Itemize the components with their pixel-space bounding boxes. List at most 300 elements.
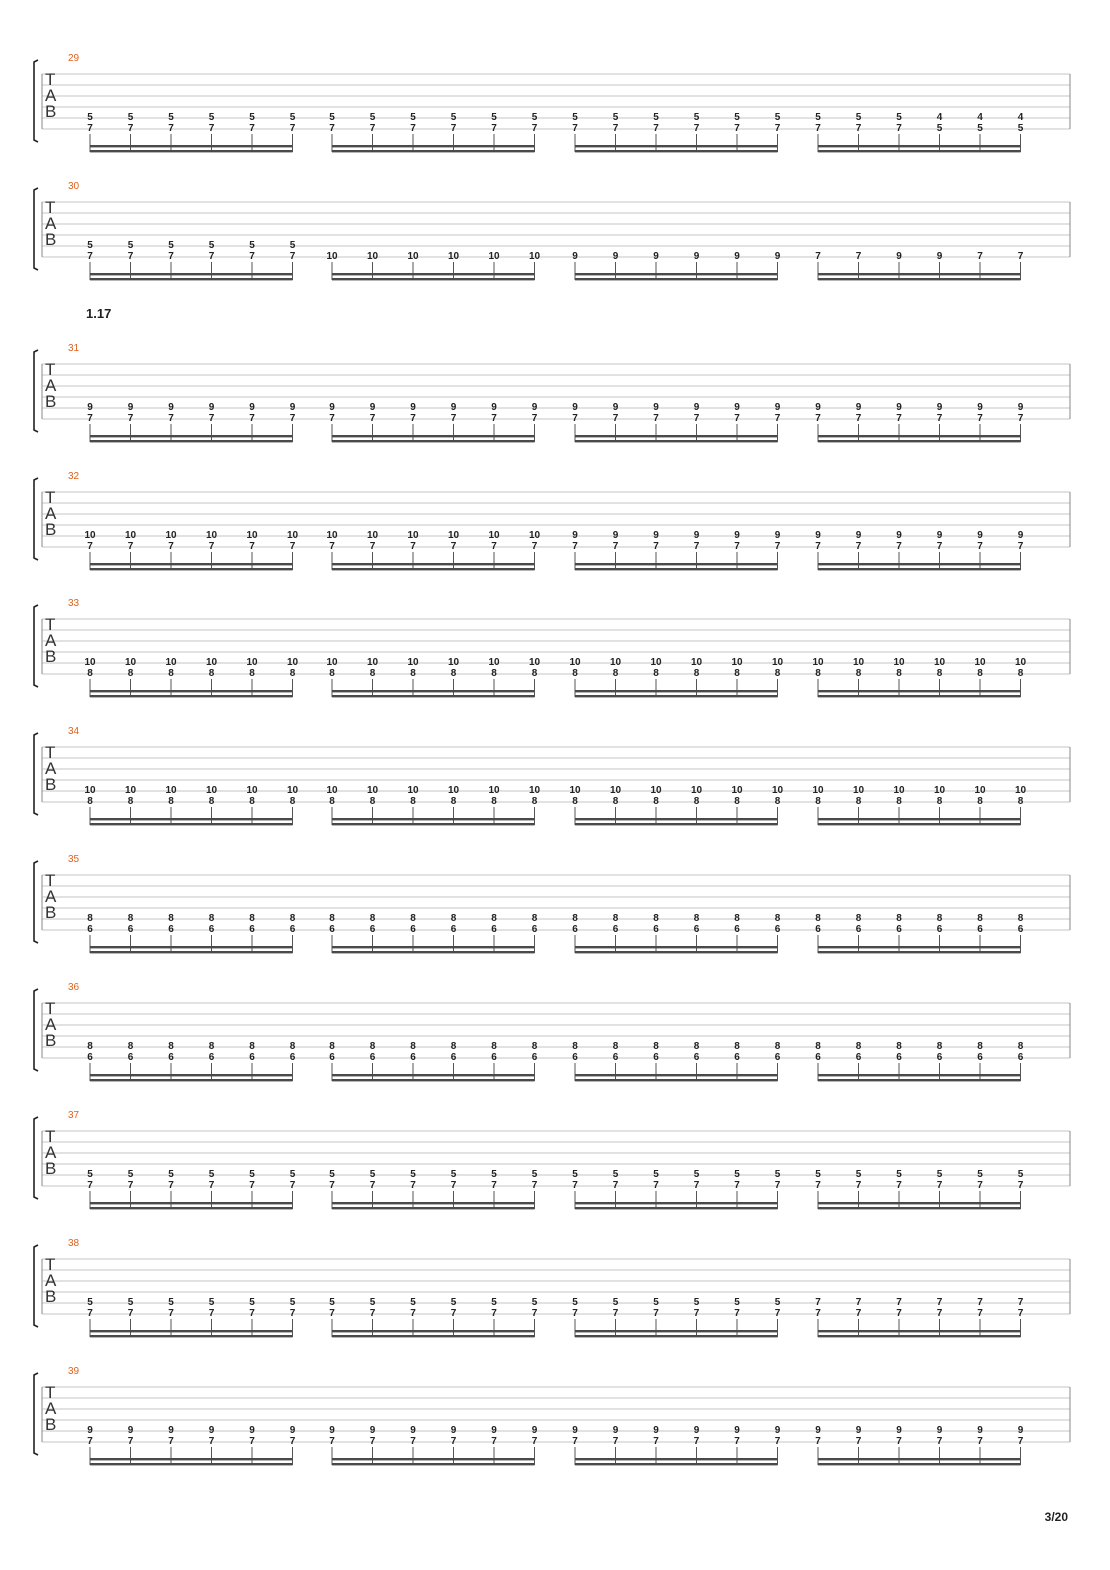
beam: [818, 946, 1021, 948]
fret-number: 6: [977, 1052, 983, 1063]
beam: [575, 951, 778, 953]
fret-number: 7: [87, 251, 93, 262]
fret-number: 7: [977, 1297, 983, 1308]
fret-number: 7: [896, 413, 902, 424]
fret-number: 5: [612, 112, 619, 123]
fret-number: 7: [289, 1436, 296, 1447]
fret-number: 7: [815, 123, 821, 134]
fret-number: 7: [127, 251, 134, 262]
fret-number: 9: [168, 1425, 174, 1436]
fret-number: 8: [208, 668, 215, 679]
fret-number: 9: [208, 1425, 215, 1436]
fret-number: 9: [572, 530, 578, 541]
fret-number: 5: [329, 1297, 335, 1308]
beam: [332, 1463, 535, 1465]
fret-number: 7: [531, 1436, 538, 1447]
fret-number: 7: [289, 1308, 296, 1319]
beam: [90, 435, 293, 437]
fret-number: 5: [289, 112, 296, 123]
fret-number: 9: [977, 1425, 983, 1436]
fret-number: 8: [977, 913, 983, 924]
fret-number: 7: [1017, 251, 1024, 262]
fret-number: 10: [731, 785, 743, 796]
fret-number: 7: [450, 413, 457, 424]
fret-number: 10: [893, 785, 905, 796]
fret-number: 7: [977, 1436, 983, 1447]
fret-number: 7: [1017, 1180, 1024, 1191]
fret-number: 10: [650, 657, 662, 668]
fret-number: 9: [693, 1425, 700, 1436]
fret-number: 5: [572, 112, 578, 123]
tab-clef-letter: B: [45, 1031, 57, 1050]
fret-number: 10: [326, 251, 338, 262]
beam: [575, 150, 778, 152]
fret-number: 7: [653, 1436, 659, 1447]
fret-number: 7: [208, 123, 215, 134]
beam: [575, 1458, 778, 1460]
fret-number: 9: [977, 530, 983, 541]
fret-number: 10: [447, 785, 460, 796]
tab-clef-letter: T: [45, 999, 56, 1018]
fret-number: 8: [369, 913, 376, 924]
fret-number: 8: [208, 1041, 215, 1052]
fret-number: 5: [450, 112, 457, 123]
measure-number: 36: [68, 982, 80, 993]
fret-number: 10: [205, 530, 218, 541]
fret-number: 8: [855, 796, 862, 807]
measure-number: 32: [68, 471, 80, 482]
measure-number: 29: [68, 53, 80, 64]
fret-number: 10: [246, 530, 258, 541]
fret-number: 5: [127, 112, 134, 123]
fret-number: 8: [450, 913, 457, 924]
fret-number: 7: [612, 123, 619, 134]
fret-number: 9: [612, 251, 619, 262]
system-bracket: [34, 188, 38, 270]
tab-clef-letter: B: [45, 1415, 57, 1434]
fret-number: 6: [734, 1052, 740, 1063]
fret-number: 5: [87, 1169, 93, 1180]
beam: [575, 278, 778, 280]
fret-number: 5: [653, 112, 659, 123]
fret-number: 7: [289, 541, 296, 552]
fret-number: 10: [893, 657, 905, 668]
fret-number: 5: [896, 1169, 902, 1180]
tab-clef-letter: B: [45, 647, 57, 666]
fret-number: 10: [933, 657, 946, 668]
fret-number: 7: [491, 123, 497, 134]
fret-number: 8: [491, 913, 497, 924]
tab-clef-letter: A: [45, 504, 57, 523]
fret-number: 5: [977, 123, 983, 134]
fret-number: 8: [289, 668, 296, 679]
tab-clef-letter: T: [45, 488, 56, 507]
fret-number: 5: [1017, 1169, 1024, 1180]
fret-number: 7: [693, 1180, 700, 1191]
fret-number: 8: [410, 796, 416, 807]
fret-number: 5: [208, 112, 215, 123]
beam: [90, 1330, 293, 1332]
fret-number: 7: [410, 1180, 416, 1191]
fret-number: 7: [208, 1308, 215, 1319]
fret-number: 5: [734, 1297, 740, 1308]
fret-number: 7: [653, 123, 659, 134]
fret-number: 10: [488, 785, 500, 796]
fret-number: 6: [369, 924, 376, 935]
fret-number: 10: [771, 785, 784, 796]
fret-number: 7: [369, 1308, 376, 1319]
fret-number: 7: [329, 1436, 335, 1447]
fret-number: 10: [326, 785, 338, 796]
fret-number: 7: [612, 1180, 619, 1191]
fret-number: 5: [734, 112, 740, 123]
beam: [90, 145, 293, 147]
fret-number: 7: [369, 541, 376, 552]
tab-system: [34, 471, 1070, 570]
fret-number: 8: [572, 913, 578, 924]
fret-number: 7: [369, 413, 376, 424]
tab-clef-letter: A: [45, 1143, 57, 1162]
fret-number: 10: [528, 251, 541, 262]
fret-number: 10: [488, 657, 500, 668]
fret-number: 8: [491, 796, 497, 807]
fret-number: 7: [450, 1308, 457, 1319]
fret-number: 10: [488, 251, 500, 262]
fret-number: 8: [531, 1041, 538, 1052]
fret-number: 10: [974, 785, 986, 796]
beam: [332, 951, 535, 953]
fret-number: 9: [127, 1425, 134, 1436]
tab-clef-letter: T: [45, 360, 56, 379]
fret-number: 6: [329, 924, 335, 935]
tab-clef-letter: A: [45, 759, 57, 778]
fret-number: 8: [168, 913, 174, 924]
fret-number: 6: [289, 1052, 296, 1063]
fret-number: 8: [491, 668, 497, 679]
fret-number: 5: [815, 1169, 821, 1180]
measure-number: 37: [68, 1110, 80, 1121]
beam: [90, 1207, 293, 1209]
fret-number: 8: [977, 796, 983, 807]
fret-number: 8: [693, 1041, 700, 1052]
fret-number: 7: [329, 541, 335, 552]
beam: [575, 1335, 778, 1337]
fret-number: 9: [450, 402, 457, 413]
fret-number: 5: [410, 112, 416, 123]
fret-number: 7: [450, 1180, 457, 1191]
beam: [90, 278, 293, 280]
beam: [818, 440, 1021, 442]
fret-number: 10: [447, 251, 460, 262]
beam: [818, 1330, 1021, 1332]
beam: [90, 1463, 293, 1465]
fret-number: 8: [977, 1041, 983, 1052]
beam: [90, 273, 293, 275]
fret-number: 7: [572, 541, 578, 552]
beam: [575, 1207, 778, 1209]
fret-number: 10: [771, 657, 784, 668]
fret-number: 7: [450, 1436, 457, 1447]
beam: [332, 695, 535, 697]
fret-number: 7: [1017, 1436, 1024, 1447]
beam: [90, 1074, 293, 1076]
fret-number: 7: [572, 1436, 578, 1447]
fret-number: 8: [653, 1041, 659, 1052]
fret-number: 5: [531, 1169, 538, 1180]
tab-clef-letter: B: [45, 1159, 57, 1178]
fret-number: 7: [815, 1308, 821, 1319]
fret-number: 6: [168, 924, 174, 935]
beam: [332, 1074, 535, 1076]
fret-number: 8: [531, 913, 538, 924]
fret-number: 9: [815, 530, 821, 541]
fret-number: 10: [326, 530, 338, 541]
fret-number: 5: [612, 1169, 619, 1180]
fret-number: 6: [1017, 924, 1024, 935]
fret-number: 10: [1014, 785, 1027, 796]
beam: [90, 440, 293, 442]
fret-number: 9: [653, 251, 659, 262]
beam: [818, 951, 1021, 953]
fret-number: 7: [855, 413, 862, 424]
fret-number: 6: [491, 924, 497, 935]
fret-number: 5: [855, 1169, 862, 1180]
system-bracket: [34, 1373, 38, 1455]
fret-number: 8: [1017, 796, 1024, 807]
fret-number: 7: [936, 1180, 943, 1191]
fret-number: 7: [855, 251, 862, 262]
fret-number: 8: [168, 796, 174, 807]
fret-number: 6: [208, 924, 215, 935]
fret-number: 7: [329, 123, 335, 134]
fret-number: 10: [366, 251, 379, 262]
measure-number: 39: [68, 1366, 80, 1377]
fret-number: 5: [168, 112, 174, 123]
fret-number: 10: [84, 657, 96, 668]
fret-number: 9: [612, 530, 619, 541]
fret-number: 7: [208, 1180, 215, 1191]
fret-number: 9: [329, 1425, 335, 1436]
fret-number: 8: [289, 796, 296, 807]
fret-number: 8: [87, 668, 93, 679]
fret-number: 7: [168, 1180, 174, 1191]
fret-number: 9: [249, 402, 255, 413]
fret-number: 7: [168, 541, 174, 552]
fret-number: 7: [815, 413, 821, 424]
page-number: 3/20: [1044, 1510, 1068, 1524]
fret-number: 6: [774, 1052, 781, 1063]
fret-number: 6: [87, 924, 93, 935]
fret-number: 8: [329, 796, 335, 807]
fret-number: 7: [531, 541, 538, 552]
fret-number: 9: [734, 530, 740, 541]
fret-number: 10: [447, 657, 460, 668]
fret-number: 8: [208, 913, 215, 924]
system-bracket: [34, 733, 38, 815]
beam: [818, 1463, 1021, 1465]
fret-number: 6: [936, 1052, 943, 1063]
fret-number: 9: [369, 1425, 376, 1436]
fret-number: 6: [896, 1052, 902, 1063]
beam: [818, 150, 1021, 152]
fret-number: 7: [774, 541, 781, 552]
fret-number: 7: [774, 1436, 781, 1447]
fret-number: 8: [369, 796, 376, 807]
tab-system: [34, 1238, 1070, 1337]
fret-number: 10: [407, 530, 419, 541]
fret-number: 8: [329, 668, 335, 679]
fret-number: 10: [852, 657, 865, 668]
fret-number: 8: [369, 1041, 376, 1052]
fret-number: 9: [734, 251, 740, 262]
fret-number: 7: [87, 541, 93, 552]
fret-number: 7: [896, 1308, 902, 1319]
beam: [332, 145, 535, 147]
fret-number: 9: [774, 251, 781, 262]
fret-number: 7: [450, 541, 457, 552]
fret-number: 9: [734, 402, 740, 413]
fret-number: 8: [734, 913, 740, 924]
tab-clef-letter: B: [45, 392, 57, 411]
fret-number: 7: [289, 413, 296, 424]
fret-number: 7: [249, 123, 255, 134]
fret-number: 7: [127, 413, 134, 424]
fret-number: 9: [653, 530, 659, 541]
fret-number: 9: [896, 402, 902, 413]
fret-number: 5: [87, 112, 93, 123]
measure-number: 34: [68, 726, 80, 737]
fret-number: 7: [896, 1180, 902, 1191]
fret-number: 10: [286, 785, 299, 796]
beam: [90, 951, 293, 953]
fret-number: 8: [734, 796, 740, 807]
tab-clef-letter: T: [45, 615, 56, 634]
fret-number: 6: [896, 924, 902, 935]
fret-number: 7: [612, 1308, 619, 1319]
fret-number: 10: [205, 785, 218, 796]
fret-number: 6: [734, 924, 740, 935]
fret-number: 6: [653, 1052, 659, 1063]
fret-number: 7: [896, 123, 902, 134]
fret-number: 10: [286, 530, 299, 541]
beam: [575, 1463, 778, 1465]
fret-number: 6: [977, 924, 983, 935]
tab-clef-letter: B: [45, 1287, 57, 1306]
fret-number: 7: [774, 1180, 781, 1191]
beam: [332, 273, 535, 275]
fret-number: 6: [936, 924, 943, 935]
beam: [818, 1074, 1021, 1076]
fret-number: 5: [289, 1297, 296, 1308]
fret-number: 8: [612, 913, 619, 924]
fret-number: 10: [528, 657, 541, 668]
fret-number: 6: [815, 1052, 821, 1063]
fret-number: 7: [977, 251, 983, 262]
fret-number: 7: [208, 251, 215, 262]
fret-number: 8: [896, 796, 902, 807]
fret-number: 6: [855, 924, 862, 935]
fret-number: 5: [774, 1297, 781, 1308]
fret-number: 9: [410, 402, 416, 413]
fret-number: 10: [84, 785, 96, 796]
fret-number: 8: [127, 796, 134, 807]
fret-number: 7: [127, 1436, 134, 1447]
fret-number: 8: [734, 668, 740, 679]
fret-number: 8: [168, 1041, 174, 1052]
fret-number: 7: [774, 123, 781, 134]
fret-number: 7: [774, 1308, 781, 1319]
fret-number: 7: [168, 251, 174, 262]
tab-clef-letter: B: [45, 775, 57, 794]
fret-number: 4: [977, 112, 983, 123]
fret-number: 6: [653, 924, 659, 935]
fret-number: 9: [612, 402, 619, 413]
fret-number: 5: [815, 112, 821, 123]
system-bracket: [34, 1245, 38, 1327]
fret-number: 8: [653, 796, 659, 807]
fret-number: 7: [249, 1308, 255, 1319]
fret-number: 7: [491, 1308, 497, 1319]
fret-number: 8: [896, 913, 902, 924]
beam: [332, 435, 535, 437]
fret-number: 6: [249, 924, 255, 935]
fret-number: 6: [249, 1052, 255, 1063]
system-bracket: [34, 605, 38, 687]
fret-number: 8: [450, 796, 457, 807]
fret-number: 7: [572, 1180, 578, 1191]
fret-number: 9: [896, 251, 902, 262]
fret-number: 8: [572, 1041, 578, 1052]
fret-number: 9: [734, 1425, 740, 1436]
fret-number: 8: [329, 913, 335, 924]
tab-clef-letter: T: [45, 1127, 56, 1146]
fret-number: 9: [329, 402, 335, 413]
fret-number: 7: [491, 413, 497, 424]
fret-number: 9: [774, 530, 781, 541]
fret-number: 5: [329, 112, 335, 123]
fret-number: 10: [852, 785, 865, 796]
beam: [575, 1074, 778, 1076]
tab-system: [34, 1110, 1070, 1209]
measure-number: 30: [68, 181, 80, 192]
beam: [332, 1079, 535, 1081]
tab-clef-letter: A: [45, 631, 57, 650]
fret-number: 9: [612, 1425, 619, 1436]
fret-number: 7: [410, 541, 416, 552]
fret-number: 8: [855, 1041, 862, 1052]
fret-number: 6: [369, 1052, 376, 1063]
fret-number: 7: [369, 123, 376, 134]
fret-number: 5: [653, 1297, 659, 1308]
fret-number: 7: [208, 413, 215, 424]
fret-number: 8: [127, 668, 134, 679]
tab-system: [34, 306, 1070, 442]
fret-number: 5: [208, 1297, 215, 1308]
fret-number: 7: [936, 1308, 943, 1319]
fret-number: 7: [977, 1308, 983, 1319]
fret-number: 9: [896, 1425, 902, 1436]
tab-clef-letter: A: [45, 887, 57, 906]
fret-number: 9: [1017, 530, 1024, 541]
fret-number: 6: [693, 1052, 700, 1063]
beam: [332, 818, 535, 820]
fret-number: 7: [734, 1308, 740, 1319]
beam: [332, 568, 535, 570]
fret-number: 7: [289, 251, 296, 262]
beam: [818, 563, 1021, 565]
fret-number: 9: [774, 1425, 781, 1436]
fret-number: 5: [208, 1169, 215, 1180]
